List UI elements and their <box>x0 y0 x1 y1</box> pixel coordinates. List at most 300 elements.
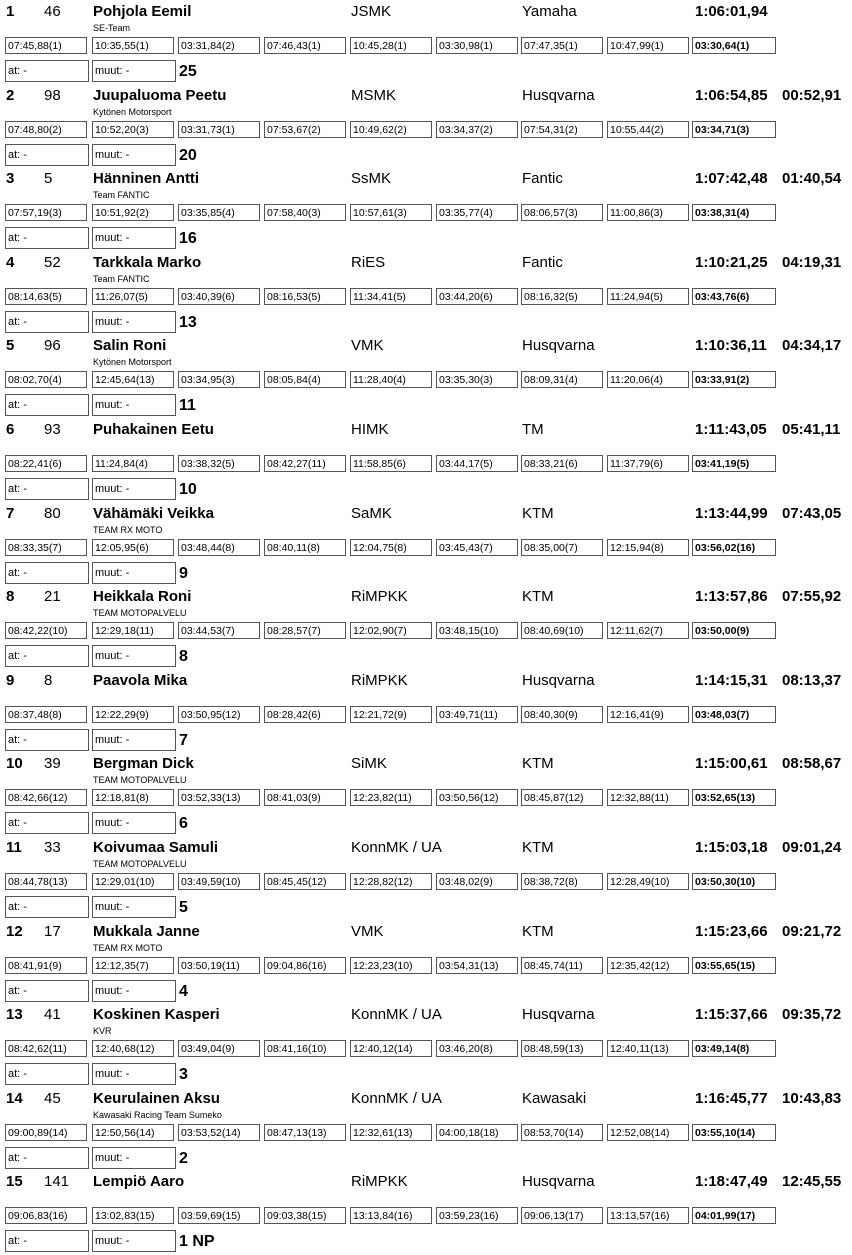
test-time-cell: 03:49,59(10) <box>178 873 260 890</box>
test-time-cell: 03:34,95(3) <box>178 371 260 388</box>
motorcycle-brand: KTM <box>522 922 554 940</box>
rider-name: Paavola Mika <box>93 671 188 689</box>
test-time-cell: 08:02,70(4) <box>5 371 87 388</box>
rider-number: 41 <box>44 1006 61 1024</box>
test-time-cell: 03:38,32(5) <box>178 455 260 472</box>
test-time-cell: 03:34,71(3) <box>692 121 776 138</box>
position: 15 <box>6 1173 23 1191</box>
at-field: at: - <box>5 478 89 500</box>
result-entry <box>0 0 852 84</box>
time-gap: 00:52,91 <box>782 86 842 104</box>
at-field: at: - <box>5 394 89 416</box>
test-time-cell: 09:03,38(15) <box>264 1207 346 1224</box>
test-time-cell: 08:41,03(9) <box>264 789 346 806</box>
club: RiMPKK <box>351 671 408 689</box>
test-time-cell: 10:52,20(3) <box>92 121 174 138</box>
test-time-cell: 12:23,23(10) <box>350 957 432 974</box>
muut-field: muut: - <box>92 227 176 249</box>
at-field: at: - <box>5 1063 89 1085</box>
total-time: 1:11:43,05 <box>695 420 767 438</box>
points: 9 <box>179 564 188 582</box>
rider-number: 46 <box>44 3 61 20</box>
test-time-cell: 08:42,22(10) <box>5 622 87 639</box>
result-entry <box>0 167 852 251</box>
test-time-cell: 08:45,74(11) <box>521 957 603 974</box>
rider-name: Bergman Dick <box>93 755 194 773</box>
test-time-cell: 08:45,45(12) <box>264 873 346 890</box>
test-time-cell: 03:43,76(6) <box>692 288 776 305</box>
test-time-cell: 12:16,41(9) <box>607 706 689 723</box>
test-time-cell: 03:50,56(12) <box>436 789 518 806</box>
result-main-row <box>0 3 852 23</box>
muut-field: muut: - <box>92 562 176 584</box>
test-time-cell: 03:48,44(8) <box>178 539 260 556</box>
test-time-cell: 03:55,10(14) <box>692 1124 776 1141</box>
result-main-row <box>0 923 852 943</box>
test-time-cell: 12:21,72(9) <box>350 706 432 723</box>
at-field: at: - <box>5 896 89 918</box>
motorcycle-brand: KTM <box>522 755 554 773</box>
at-field: at: - <box>5 812 89 834</box>
club: SiMK <box>351 755 387 773</box>
club: KonnMK / UA <box>351 838 442 856</box>
test-time-cell: 08:37,48(8) <box>5 706 87 723</box>
muut-field: muut: - <box>92 729 176 751</box>
test-time-cell: 03:50,95(12) <box>178 706 260 723</box>
result-entry <box>0 418 852 502</box>
test-time-cell: 03:45,43(7) <box>436 539 518 556</box>
test-time-cell: 12:11,62(7) <box>607 622 689 639</box>
test-time-cell: 08:42,62(11) <box>5 1040 87 1057</box>
rider-name: Heikkala Roni <box>93 588 192 606</box>
motorcycle-brand: KTM <box>522 588 554 606</box>
test-time-cell: 12:50,56(14) <box>92 1124 174 1141</box>
muut-field: muut: - <box>92 1147 176 1169</box>
result-main-row <box>0 170 852 190</box>
test-time-cell: 07:54,31(2) <box>521 121 603 138</box>
result-entry <box>0 1087 852 1171</box>
total-time: 1:14:15,31 <box>695 671 768 689</box>
test-time-cell: 08:44,78(13) <box>5 873 87 890</box>
club: KonnMK / UA <box>351 1089 442 1107</box>
result-main-row <box>0 87 852 107</box>
at-field: at: - <box>5 144 89 166</box>
test-time-cell: 12:18,81(8) <box>92 789 174 806</box>
at-field: at: - <box>5 227 89 249</box>
points: 13 <box>179 313 197 331</box>
test-time-cell: 08:33,35(7) <box>5 539 87 556</box>
test-time-cell: 11:24,84(4) <box>92 455 174 472</box>
test-time-cell: 10:45,28(1) <box>350 37 432 54</box>
test-time-cell: 03:59,69(15) <box>178 1207 260 1224</box>
points: 25 <box>179 63 197 80</box>
time-gap: 05:41,11 <box>782 420 841 438</box>
rider-number: 45 <box>44 1089 61 1107</box>
test-time-cell: 08:22,41(6) <box>5 455 87 472</box>
points: 7 <box>179 731 188 749</box>
at-field: at: - <box>5 1230 89 1252</box>
result-main-row <box>0 755 852 775</box>
time-gap: 09:01,24 <box>782 838 842 856</box>
team-name: TEAM MOTOPALVELU <box>93 775 187 786</box>
test-time-cell: 08:40,30(9) <box>521 706 603 723</box>
test-time-cell: 03:44,53(7) <box>178 622 260 639</box>
team-name: Kytönen Motorsport <box>93 106 172 117</box>
points: 4 <box>179 982 188 1000</box>
rider-number: 17 <box>44 922 61 940</box>
team-name: TEAM RX MOTO <box>93 524 163 535</box>
total-time: 1:06:54,85 <box>695 86 768 104</box>
rider-number: 98 <box>44 86 61 104</box>
test-time-cell: 03:55,65(15) <box>692 957 776 974</box>
points: 8 <box>179 648 188 666</box>
club: HIMK <box>351 420 389 438</box>
muut-field: muut: - <box>92 60 176 82</box>
time-gap: 09:35,72 <box>782 1006 842 1024</box>
rider-number: 5 <box>44 170 53 188</box>
test-time-cell: 08:14,63(5) <box>5 288 87 305</box>
test-time-cell: 08:38,72(8) <box>521 873 603 890</box>
motorcycle-brand: Husqvarna <box>522 1173 595 1191</box>
result-entry <box>0 920 852 1004</box>
test-time-cell: 03:35,30(3) <box>436 371 518 388</box>
result-main-row <box>0 1173 852 1193</box>
rider-number: 8 <box>44 671 53 689</box>
motorcycle-brand: Fantic <box>522 253 563 271</box>
test-time-cell: 12:32,61(13) <box>350 1124 432 1141</box>
position: 2 <box>6 86 15 104</box>
test-time-cell: 10:57,61(3) <box>350 204 432 221</box>
rider-name: Juupaluoma Peetu <box>93 86 227 104</box>
test-time-cell: 12:02,90(7) <box>350 622 432 639</box>
test-time-cell: 03:48,02(9) <box>436 873 518 890</box>
total-time: 1:07:42,48 <box>695 170 768 188</box>
test-time-cell: 10:35,55(1) <box>92 37 174 54</box>
test-time-cell: 11:20,06(4) <box>607 371 689 388</box>
test-time-cell: 08:41,16(10) <box>264 1040 346 1057</box>
test-time-cell: 08:28,42(6) <box>264 706 346 723</box>
position: 6 <box>6 420 15 438</box>
position: 14 <box>6 1089 23 1107</box>
test-time-cell: 03:49,14(8) <box>692 1040 776 1057</box>
result-entry <box>0 752 852 836</box>
club: VMK <box>351 922 384 940</box>
time-gap: 09:21,72 <box>782 922 842 940</box>
test-time-cell: 03:40,39(6) <box>178 288 260 305</box>
muut-field: muut: - <box>92 394 176 416</box>
total-time: 1:10:21,25 <box>695 253 768 271</box>
test-time-cell: 03:56,02(16) <box>692 539 776 556</box>
time-gap: 10:43,83 <box>782 1089 842 1107</box>
rider-name: Hänninen Antti <box>93 170 200 188</box>
test-time-cell: 13:02,83(15) <box>92 1207 174 1224</box>
total-time: 1:16:45,77 <box>695 1089 768 1107</box>
club: MSMK <box>351 86 396 104</box>
test-time-cell: 08:35,00(7) <box>521 539 603 556</box>
test-time-cell: 03:53,52(14) <box>178 1124 260 1141</box>
position: 13 <box>6 1006 23 1024</box>
total-time: 1:13:57,86 <box>695 588 768 606</box>
club: RiMPKK <box>351 588 408 606</box>
test-time-cell: 08:53,70(14) <box>521 1124 603 1141</box>
points: 11 <box>179 397 196 415</box>
total-time: 1:06:01,94 <box>695 3 768 20</box>
test-time-cell: 03:52,33(13) <box>178 789 260 806</box>
test-time-cell: 03:50,00(9) <box>692 622 776 639</box>
test-time-cell: 07:45,88(1) <box>5 37 87 54</box>
result-entry <box>0 251 852 335</box>
test-time-cell: 03:54,31(13) <box>436 957 518 974</box>
test-time-cell: 11:28,40(4) <box>350 371 432 388</box>
result-entry <box>0 334 852 418</box>
time-gap: 12:45,55 <box>782 1173 842 1191</box>
test-time-cell: 03:31,73(1) <box>178 121 260 138</box>
test-time-cell: 08:16,32(5) <box>521 288 603 305</box>
motorcycle-brand: Fantic <box>522 170 563 188</box>
rider-name: Koivumaa Samuli <box>93 838 219 856</box>
test-time-cell: 13:13,57(16) <box>607 1207 689 1224</box>
time-gap: 04:34,17 <box>782 337 842 355</box>
test-time-cell: 12:29,18(11) <box>92 622 174 639</box>
points: 1 NP <box>179 1233 215 1251</box>
test-time-cell: 04:01,99(17) <box>692 1207 776 1224</box>
test-time-cell: 07:47,35(1) <box>521 37 603 54</box>
rider-number: 80 <box>44 504 61 522</box>
position: 9 <box>6 671 15 689</box>
test-time-cell: 12:29,01(10) <box>92 873 174 890</box>
test-time-cell: 12:52,08(14) <box>607 1124 689 1141</box>
result-entry <box>0 669 852 753</box>
test-time-cell: 08:45,87(12) <box>521 789 603 806</box>
result-main-row <box>0 254 852 274</box>
team-name: TEAM MOTOPALVELU <box>93 858 187 869</box>
test-time-cell: 03:35,77(4) <box>436 204 518 221</box>
test-time-cell: 08:06,57(3) <box>521 204 603 221</box>
total-time: 1:13:44,99 <box>695 504 768 522</box>
club: RiES <box>351 253 386 271</box>
position: 11 <box>6 838 22 856</box>
test-time-cell: 08:40,69(10) <box>521 622 603 639</box>
test-time-cell: 12:45,64(13) <box>92 371 174 388</box>
test-time-cell: 12:05,95(6) <box>92 539 174 556</box>
test-time-cell: 03:44,20(6) <box>436 288 518 305</box>
result-main-row <box>0 588 852 608</box>
rider-name: Tarkkala Marko <box>93 253 202 271</box>
position: 8 <box>6 588 15 606</box>
rider-number: 52 <box>44 253 61 271</box>
motorcycle-brand: Husqvarna <box>522 86 595 104</box>
rider-name: Vähämäki Veikka <box>93 504 214 522</box>
test-time-cell: 07:46,43(1) <box>264 37 346 54</box>
test-time-cell: 13:13,84(16) <box>350 1207 432 1224</box>
at-field: at: - <box>5 645 89 667</box>
test-time-cell: 08:28,57(7) <box>264 622 346 639</box>
test-time-cell: 11:37,79(6) <box>607 455 689 472</box>
time-gap: 07:43,05 <box>782 504 842 522</box>
total-time: 1:15:00,61 <box>695 755 768 773</box>
team-name: KVR <box>93 1026 112 1037</box>
test-time-cell: 11:24,94(5) <box>607 288 689 305</box>
result-entry <box>0 502 852 586</box>
test-time-cell: 12:04,75(8) <box>350 539 432 556</box>
time-gap: 04:19,31 <box>782 253 842 271</box>
position: 3 <box>6 170 15 188</box>
muut-field: muut: - <box>92 645 176 667</box>
muut-field: muut: - <box>92 812 176 834</box>
test-time-cell: 03:44,17(5) <box>436 455 518 472</box>
points: 16 <box>179 230 197 248</box>
motorcycle-brand: Kawasaki <box>522 1089 587 1107</box>
muut-field: muut: - <box>92 896 176 918</box>
muut-field: muut: - <box>92 1063 176 1085</box>
rider-number: 39 <box>44 755 61 773</box>
club: VMK <box>351 337 384 355</box>
test-time-cell: 09:06,13(17) <box>521 1207 603 1224</box>
motorcycle-brand: KTM <box>522 838 554 856</box>
rider-name: Koskinen Kasperi <box>93 1006 220 1024</box>
at-field: at: - <box>5 311 89 333</box>
position: 5 <box>6 337 15 355</box>
result-main-row <box>0 1090 852 1110</box>
test-time-cell: 08:47,13(13) <box>264 1124 346 1141</box>
muut-field: muut: - <box>92 1230 176 1252</box>
test-time-cell: 12:22,29(9) <box>92 706 174 723</box>
test-time-cell: 07:48,80(2) <box>5 121 87 138</box>
result-entry <box>0 84 852 168</box>
team-name: Kytönen Motorsport <box>93 357 172 368</box>
test-time-cell: 12:23,82(11) <box>350 789 432 806</box>
test-time-cell: 08:33,21(6) <box>521 455 603 472</box>
test-time-cell: 08:05,84(4) <box>264 371 346 388</box>
test-time-cell: 12:32,88(11) <box>607 789 689 806</box>
rider-number: 96 <box>44 337 61 355</box>
test-time-cell: 08:42,66(12) <box>5 789 87 806</box>
at-field: at: - <box>5 729 89 751</box>
test-time-cell: 12:35,42(12) <box>607 957 689 974</box>
muut-field: muut: - <box>92 478 176 500</box>
test-time-cell: 09:00,89(14) <box>5 1124 87 1141</box>
motorcycle-brand: Husqvarna <box>522 1006 595 1024</box>
test-time-cell: 03:48,03(7) <box>692 706 776 723</box>
test-time-cell: 12:40,12(14) <box>350 1040 432 1057</box>
rider-name: Puhakainen Eetu <box>93 420 214 438</box>
result-main-row <box>0 505 852 525</box>
rider-number: 141 <box>44 1173 70 1191</box>
test-time-cell: 07:53,67(2) <box>264 121 346 138</box>
time-gap: 08:58,67 <box>782 755 842 773</box>
test-time-cell: 04:00,18(18) <box>436 1124 518 1141</box>
test-time-cell: 03:49,04(9) <box>178 1040 260 1057</box>
test-time-cell: 12:40,68(12) <box>92 1040 174 1057</box>
test-time-cell: 08:42,27(11) <box>264 455 346 472</box>
test-time-cell: 09:04,86(16) <box>264 957 346 974</box>
test-time-cell: 03:52,65(13) <box>692 789 776 806</box>
at-field: at: - <box>5 562 89 584</box>
test-time-cell: 08:48,59(13) <box>521 1040 603 1057</box>
test-time-cell: 11:26,07(5) <box>92 288 174 305</box>
result-entry <box>0 836 852 920</box>
test-time-cell: 11:58,85(6) <box>350 455 432 472</box>
test-time-cell: 03:50,19(11) <box>178 957 260 974</box>
motorcycle-brand: TM <box>522 420 544 438</box>
club: JSMK <box>351 3 392 20</box>
test-time-cell: 10:49,62(2) <box>350 121 432 138</box>
result-main-row <box>0 337 852 357</box>
position: 10 <box>6 755 23 773</box>
motorcycle-brand: KTM <box>522 504 554 522</box>
test-time-cell: 03:41,19(5) <box>692 455 776 472</box>
test-time-cell: 08:40,11(8) <box>264 539 346 556</box>
test-time-cell: 03:31,84(2) <box>178 37 260 54</box>
club: RiMPKK <box>351 1173 408 1191</box>
test-time-cell: 12:15,94(8) <box>607 539 689 556</box>
club: SsMK <box>351 170 392 188</box>
result-main-row <box>0 421 852 441</box>
test-time-cell: 03:34,37(2) <box>436 121 518 138</box>
time-gap: 01:40,54 <box>782 170 842 188</box>
rider-number: 33 <box>44 838 61 856</box>
test-time-cell: 09:06,83(16) <box>5 1207 87 1224</box>
rider-name: Salin Roni <box>93 337 167 355</box>
rider-name: Keurulainen Aksu <box>93 1089 220 1107</box>
test-time-cell: 07:57,19(3) <box>5 204 87 221</box>
test-time-cell: 03:38,31(4) <box>692 204 776 221</box>
rider-number: 93 <box>44 420 61 438</box>
club: SaMK <box>351 504 392 522</box>
position: 7 <box>6 504 15 522</box>
at-field: at: - <box>5 980 89 1002</box>
at-field: at: - <box>5 60 89 82</box>
test-time-cell: 07:58,40(3) <box>264 204 346 221</box>
result-entry <box>0 1170 852 1254</box>
team-name: TEAM RX MOTO <box>93 942 163 953</box>
test-time-cell: 12:28,49(10) <box>607 873 689 890</box>
result-entry <box>0 1003 852 1087</box>
rider-name: Mukkala Janne <box>93 922 200 940</box>
test-time-cell: 03:48,15(10) <box>436 622 518 639</box>
test-time-cell: 10:47,99(1) <box>607 37 689 54</box>
test-time-cell: 08:41,91(9) <box>5 957 87 974</box>
test-time-cell: 11:00,86(3) <box>607 204 689 221</box>
at-field: at: - <box>5 1147 89 1169</box>
test-time-cell: 03:30,64(1) <box>692 37 776 54</box>
muut-field: muut: - <box>92 311 176 333</box>
team-name: Kawasaki Racing Team Sumeko <box>93 1109 222 1120</box>
position: 1 <box>6 3 15 20</box>
team-name: TEAM MOTOPALVELU <box>93 608 187 619</box>
test-time-cell: 10:51,92(2) <box>92 204 174 221</box>
test-time-cell: 08:16,53(5) <box>264 288 346 305</box>
total-time: 1:15:37,66 <box>695 1006 768 1024</box>
points: 6 <box>179 815 188 833</box>
test-time-cell: 10:55,44(2) <box>607 121 689 138</box>
result-main-row <box>0 672 852 692</box>
team-name: Team FANTIC <box>93 190 150 201</box>
position: 4 <box>6 253 15 271</box>
muut-field: muut: - <box>92 980 176 1002</box>
points: 10 <box>179 480 197 498</box>
team-name: Team FANTIC <box>93 273 150 284</box>
points: 3 <box>179 1066 188 1084</box>
test-time-cell: 03:46,20(8) <box>436 1040 518 1057</box>
points: 20 <box>179 146 197 164</box>
points: 2 <box>179 1149 188 1167</box>
test-time-cell: 12:28,82(12) <box>350 873 432 890</box>
time-gap: 07:55,92 <box>782 588 842 606</box>
team-name: SE-Team <box>93 23 131 33</box>
test-time-cell: 03:35,85(4) <box>178 204 260 221</box>
motorcycle-brand: Yamaha <box>522 3 577 20</box>
